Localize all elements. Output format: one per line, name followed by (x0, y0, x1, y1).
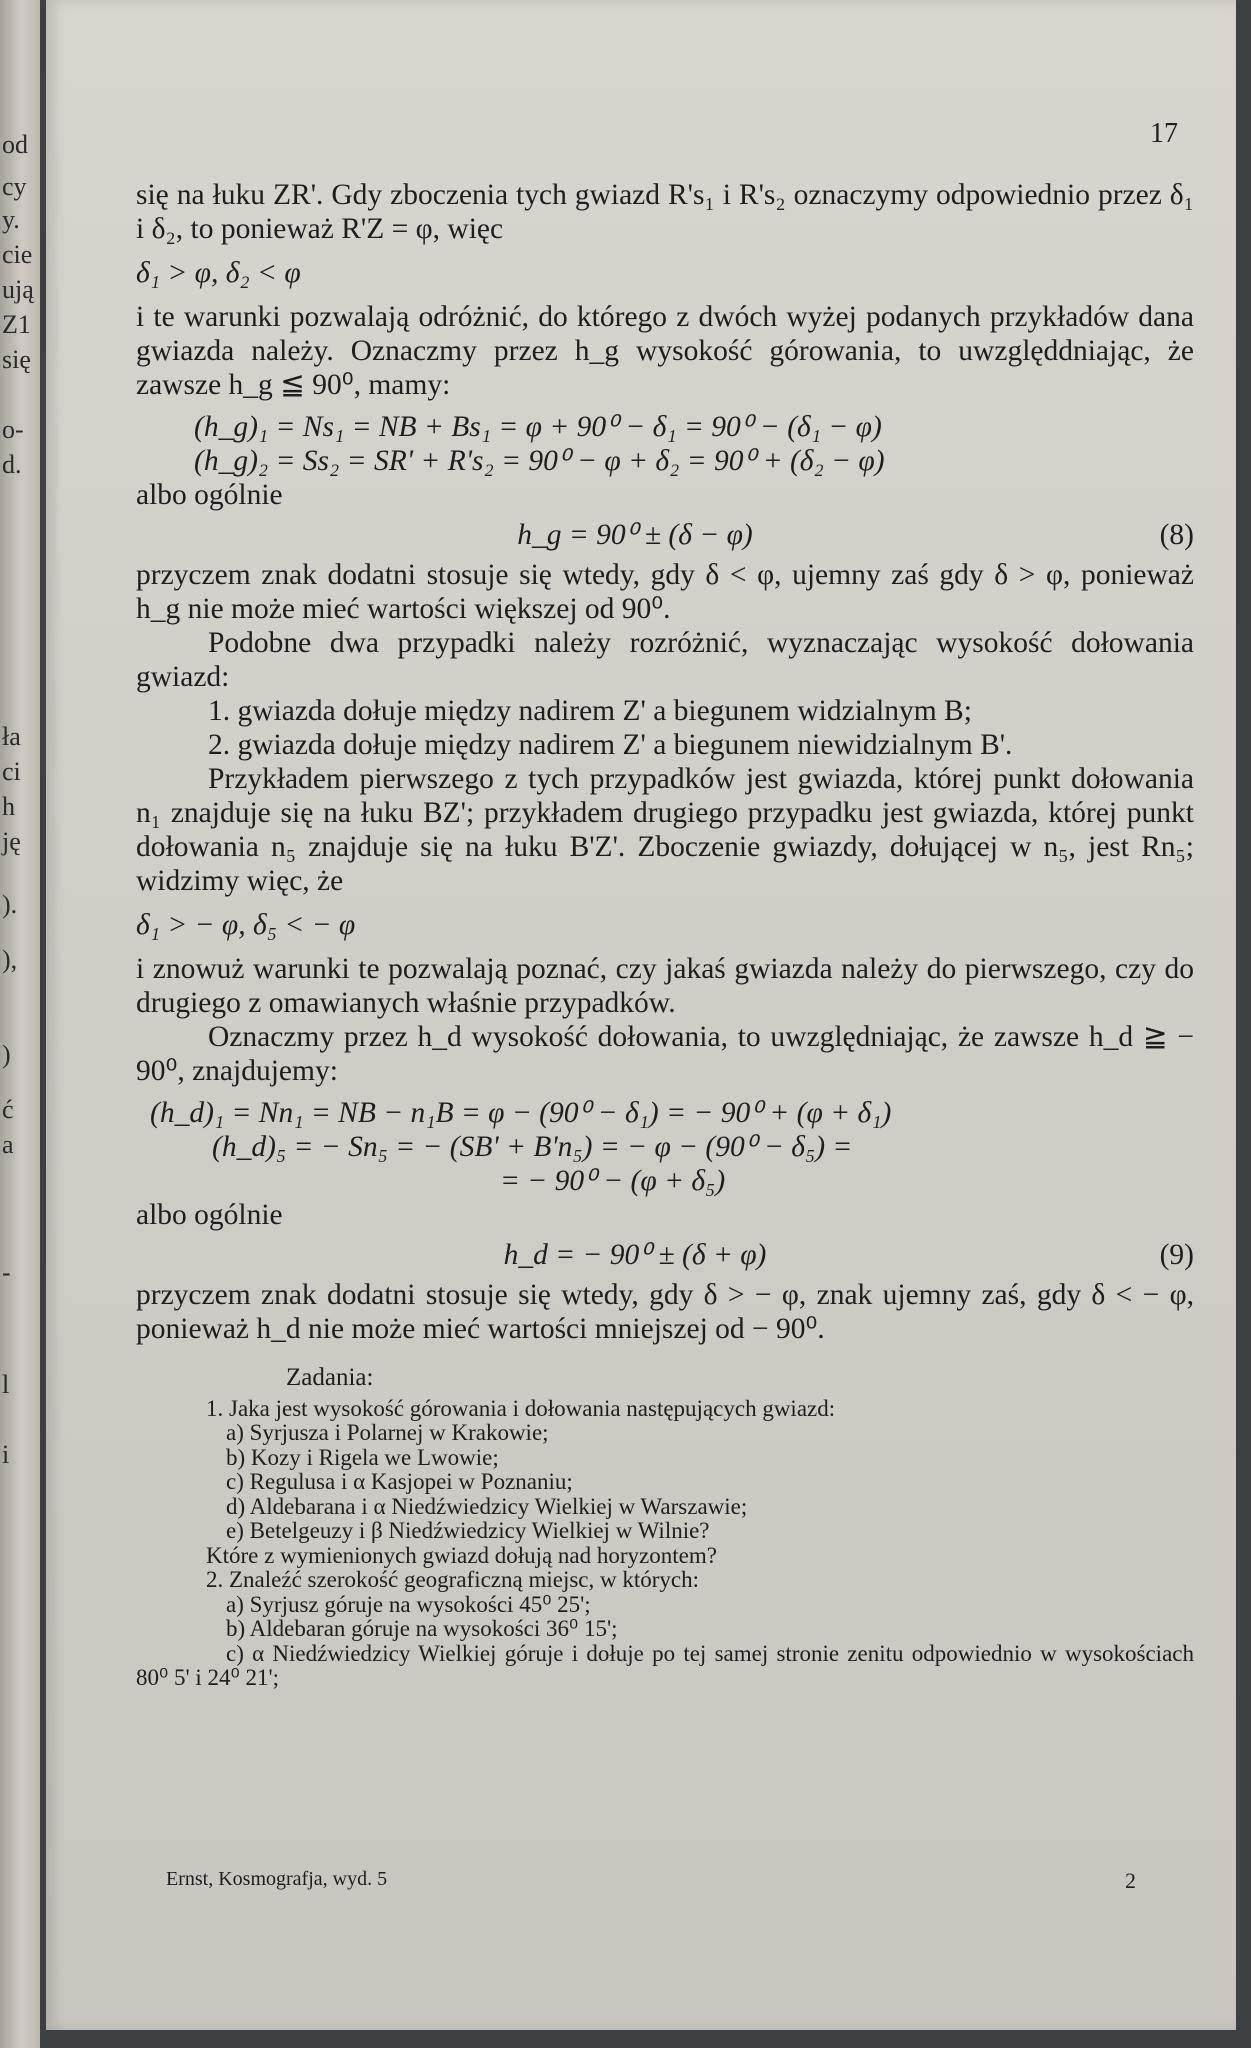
margin-fragment: ), (2, 945, 18, 974)
task-line: c) α Niedźwiedzicy Wielkiej góruje i dołuje po tej samej stronie zenitu odpowiednio w wysokościach 80⁰ 5' i 24⁰ 21'; (136, 1640, 1194, 1690)
paragraph: Oznaczmy przez h_d wysokość dołowania, to uwzględniając, że zawsze h_d ≧ − 90⁰, znajdujemy: (136, 1021, 1194, 1087)
tasks-title: Zadania: (286, 1364, 374, 1391)
margin-fragment: o- (2, 415, 24, 444)
task-line: 2. Znaleźć szerokość geograficzną miejsc, w których: (206, 1567, 700, 1592)
margin-fragment: - (2, 1258, 11, 1287)
margin-fragment: ). (2, 890, 18, 919)
margin-fragment: się (2, 345, 31, 374)
margin-fragment: y. (2, 205, 20, 234)
formula-line: (h_d)₅ = − Sn₅ = − (SB' + B'n₅) = − φ − (90⁰ − δ₅) = (212, 1131, 853, 1163)
page-body (136, 178, 1194, 1691)
formula-line: (h_d)₁ = Nn₁ = NB − n₁B = φ − (90⁰ − δ₁) = − 90⁰ + (φ + δ₁) (150, 1097, 892, 1129)
task-line: b) Aldebaran góruje na wysokości 36⁰ 15'; (226, 1616, 618, 1641)
task-line: e) Betelgeuzy i β Niedźwiedzicy Wielkiej w Wilnie? (226, 1518, 710, 1543)
book-page (46, 0, 1236, 2030)
margin-fragment: ) (2, 1040, 11, 1069)
margin-fragment: ują (2, 275, 34, 304)
task-line: c) Regulusa i α Kasjopei w Poznaniu; (226, 1469, 573, 1494)
paragraph: i znowuż warunki te pozwalają poznać, czy jakaś gwiazda należy do pierwszego, czy do drugiego z omawianych właśnie przypadków. (136, 953, 1194, 1019)
margin-fragment: cy (2, 172, 27, 201)
task-line: 1. Jaka jest wysokość górowania i dołowania następujących gwiazd: (206, 1395, 836, 1421)
task-line: a) Syrjusz góruje na wysokości 45⁰ 25'; (226, 1591, 591, 1617)
page-number: 17 (1150, 118, 1178, 149)
formula-line: (h_g)₂ = Ss₂ = SR' + R's₂ = 90⁰ − φ + δ₂ = 90⁰ + (δ₂ − φ) (194, 445, 885, 477)
list-item: 2. gwiazda dołuje między nadirem Z' a biegunem niewidzialnym B'. (208, 729, 1013, 761)
margin-fragment: a (2, 1130, 14, 1159)
page-footer (166, 1868, 1176, 1894)
paragraph: Przykładem pierwszego z tych przypadków jest gwiazda, której punkt dołowania n₁ znajduje się na łuku BZ'; przykładem drugiego przypadku jest gwiazda, której punkt dołowania n₅ znajduje się na łuku B'Z'. Zboczenie gwiazdy, dołującej w n₅, jest Rn₅; widzimy więc, że (136, 763, 1194, 897)
equation-number: (9) (1159, 1239, 1194, 1271)
footer-imprint: Ernst, Kosmografja, wyd. 5 (166, 1868, 388, 1890)
paragraph: przyczem znak dodatni stosuje się wtedy, gdy δ < φ, ujemny zaś gdy δ > φ, ponieważ h_g nie może mieć wartości większej od 90⁰. (136, 559, 1194, 625)
formula-block (136, 1096, 1194, 1198)
margin-fragment: ła (2, 722, 21, 751)
list-item: 1. gwiazda dołuje między nadirem Z' a biegunem widzialnym B; (208, 695, 972, 727)
paragraph: Podobne dwa przypadki należy rozróżnić, wyznaczając wysokość dołowania gwiazd: (136, 627, 1194, 693)
margin-fragment: i (2, 1440, 10, 1469)
margin-fragment: ć (2, 1095, 14, 1124)
margin-fragment: od (2, 130, 28, 159)
equation-8 (136, 518, 1194, 552)
tasks-section (136, 1366, 1194, 1691)
margin-fragment: ję (2, 827, 21, 856)
equation: h_g = 90⁰ ± (δ − φ) (517, 519, 753, 551)
equation-9 (136, 1238, 1194, 1272)
margin-fragment: Z1 (2, 310, 31, 339)
equation: h_d = − 90⁰ ± (δ + φ) (503, 1239, 767, 1271)
formula-line: (h_g)₁ = Ns₁ = NB + Bs₁ = φ + 90⁰ − δ₁ = 90⁰ − (δ₁ − φ) (194, 411, 882, 443)
margin-fragment: h (2, 792, 15, 821)
paragraph: przyczem znak dodatni stosuje się wtedy, gdy δ > − φ, znak ujemny zaś, gdy δ < − φ, ponieważ h_d nie może mieć wartości mniejszej od − 90⁰. (136, 1279, 1194, 1345)
task-line: b) Kozy i Rigela we Lwowie; (226, 1444, 499, 1470)
formula: δ₁ > φ, δ₂ < φ (136, 257, 301, 289)
paragraph: albo ogólnie (136, 479, 283, 511)
paragraph: się na łuku ZR'. Gdy zboczenia tych gwiazd R's₁ i R's₂ oznaczymy odpowiednio przez δ₁ i δ₂, to ponieważ R'Z = φ, więc (136, 179, 1194, 245)
signature-mark: 2 (1125, 1868, 1136, 1893)
formula-block (136, 410, 1194, 478)
formula-line: = − 90⁰ − (φ + δ₅) (500, 1165, 726, 1197)
paragraph: albo ogólnie (136, 1199, 283, 1231)
task-line: a) Syrjusza i Polarnej w Krakowie; (226, 1420, 549, 1445)
equation-number: (8) (1159, 519, 1194, 551)
task-line: d) Aldebarana i α Niedźwiedzicy Wielkiej w Warszawie; (226, 1493, 748, 1519)
margin-fragment: ci (2, 757, 21, 786)
formula: δ₁ > − φ, δ₅ < − φ (136, 909, 356, 941)
previous-page-edge (0, 0, 40, 2048)
margin-fragment: l (2, 1370, 10, 1399)
margin-fragment: d. (2, 450, 22, 479)
paragraph: i te warunki pozwalają odróżnić, do którego z dwóch wyżej podanych przykładów dana gwiazda należy. Oznaczmy przez h_g wysokość górowania, to uwzględdniając, że zawsze h_g ≦ 90⁰, mamy: (136, 301, 1194, 401)
task-line: Które z wymienionych gwiazd dołują nad horyzontem? (206, 1542, 717, 1568)
margin-fragment: cie (2, 240, 33, 269)
